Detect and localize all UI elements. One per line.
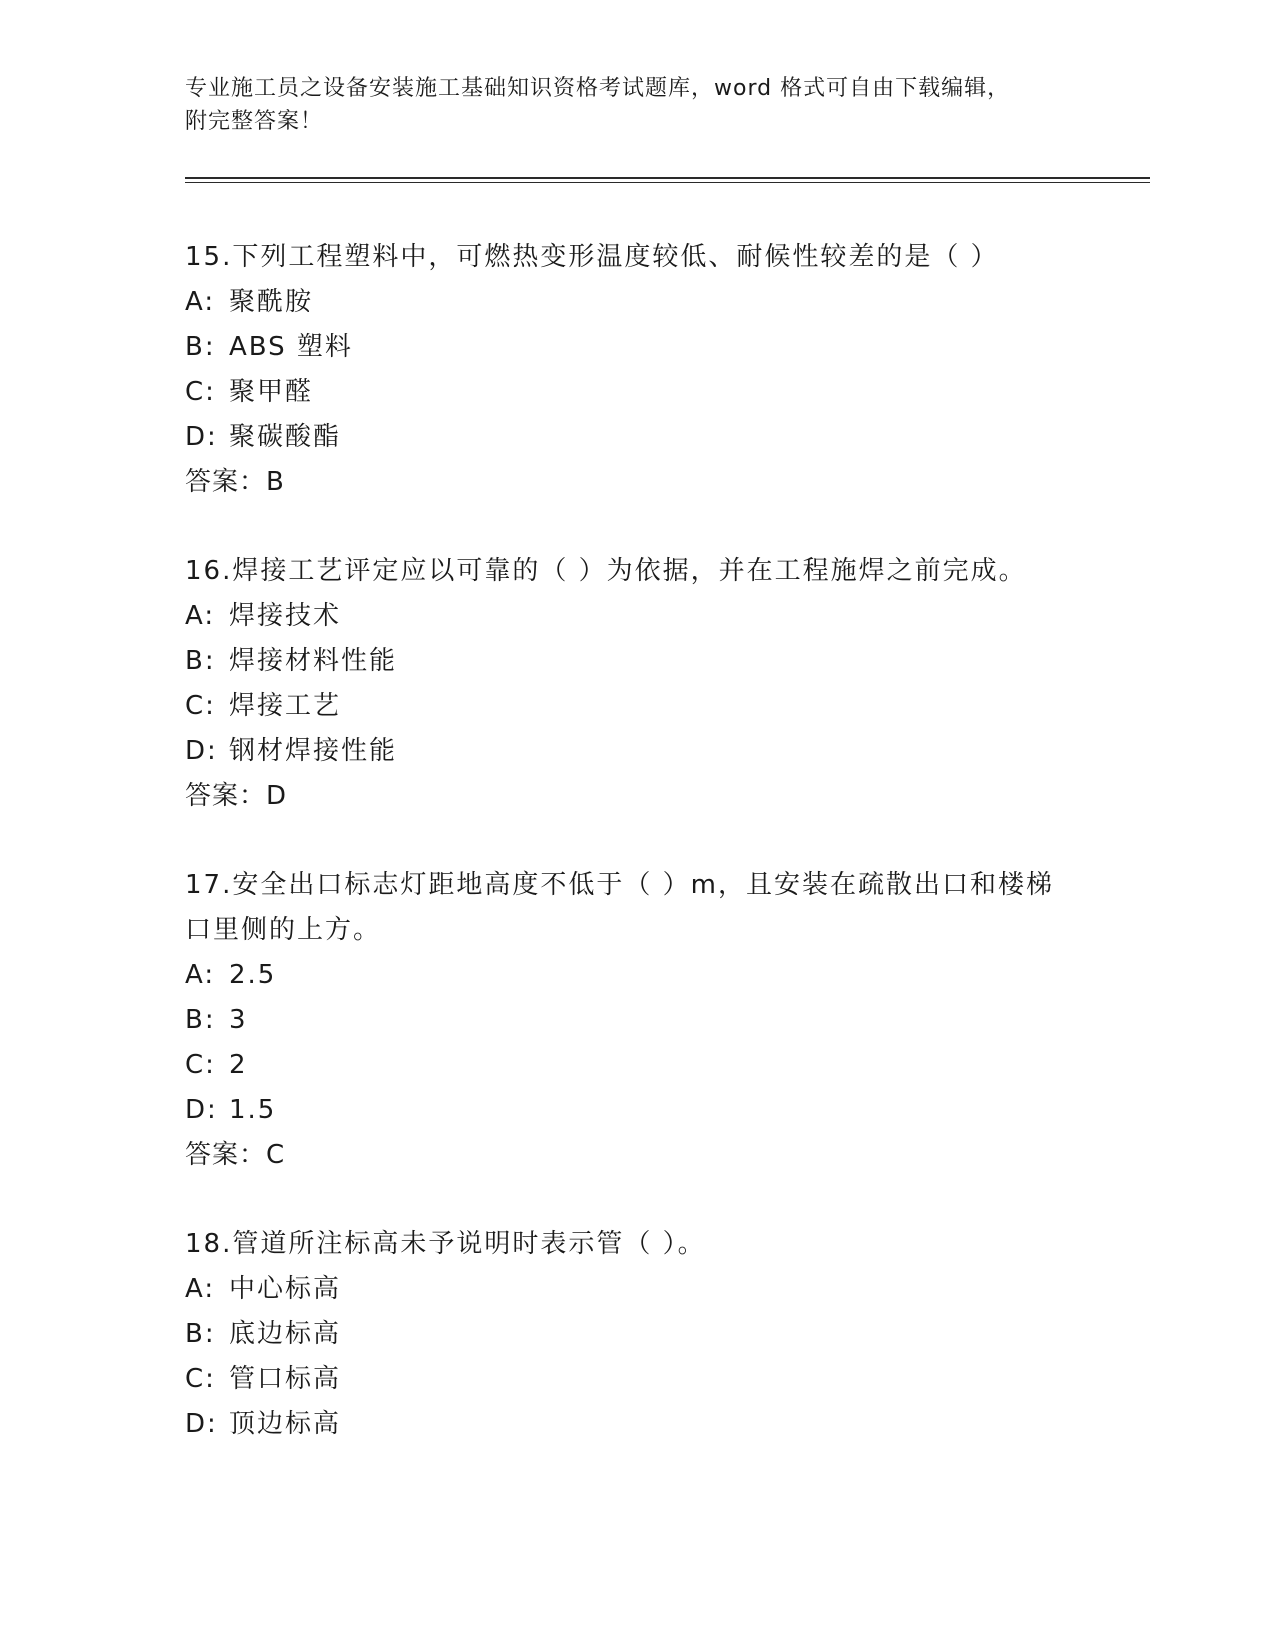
option-key: D:: [185, 736, 218, 766]
stem-line: 15.下列工程塑料中，可燃热变形温度较低、耐候性较差的是（ ）: [185, 242, 999, 272]
question-15: [185, 235, 1085, 505]
option-c: [185, 684, 1085, 729]
document-header: [185, 72, 1085, 138]
option-a: [185, 280, 1085, 325]
answer-line: 答案：B: [185, 467, 285, 497]
option-key: D:: [185, 1095, 218, 1125]
option-key: C:: [185, 691, 216, 721]
option-text: 2.5: [229, 960, 277, 990]
option-key: D:: [185, 1409, 218, 1439]
question-17: [185, 863, 1085, 1178]
stem-line: 口里侧的上方。: [185, 915, 382, 945]
option-text: 顶边标高: [229, 1409, 342, 1439]
option-key: A:: [185, 1274, 216, 1304]
option-text: 中心标高: [229, 1274, 342, 1304]
option-a: [185, 953, 1085, 998]
option-text: 焊接工艺: [229, 691, 342, 721]
option-key: B:: [185, 646, 216, 676]
option-key: D:: [185, 422, 218, 452]
answer-line: 答案：C: [185, 1140, 286, 1170]
stem-line: 18.管道所注标高未予说明时表示管（ ）。: [185, 1229, 706, 1259]
option-a: [185, 594, 1085, 639]
option-d: [185, 729, 1085, 774]
question-stem: [185, 549, 1085, 594]
option-text: 焊接材料性能: [229, 646, 398, 676]
option-text: 聚酰胺: [229, 287, 314, 317]
option-text: 1.5: [229, 1095, 277, 1125]
question-stem: [185, 1222, 1085, 1267]
option-text: ABS 塑料: [229, 332, 353, 362]
option-text: 钢材焊接性能: [229, 736, 398, 766]
option-a: [185, 1267, 1085, 1312]
option-key: A:: [185, 960, 216, 990]
option-text: 底边标高: [229, 1319, 342, 1349]
question-stem: [185, 235, 1085, 280]
option-d: [185, 1402, 1085, 1447]
option-key: C:: [185, 1364, 216, 1394]
option-key: C:: [185, 1050, 216, 1080]
stem-line: 17.安全出口标志灯距地高度不低于（ ）m，且安装在疏散出口和楼梯: [185, 870, 1054, 900]
question-18: [185, 1222, 1085, 1447]
stem-line: 16.焊接工艺评定应以可靠的（ ）为依据，并在工程施焊之前完成。: [185, 556, 1027, 586]
header-line-1: 专业施工员之设备安装施工基础知识资格考试题库，word 格式可自由下载编辑，: [185, 76, 1011, 101]
question-16: [185, 549, 1085, 819]
header-line-2: 附完整答案！: [185, 109, 324, 134]
option-text: 3: [229, 1005, 248, 1035]
option-key: B:: [185, 1319, 216, 1349]
option-text: 聚碳酸酯: [229, 422, 342, 452]
question-stem: [185, 863, 1085, 953]
option-text: 2: [229, 1050, 248, 1080]
header-divider-thick: [185, 177, 1150, 179]
option-key: A:: [185, 601, 216, 631]
option-b: [185, 998, 1085, 1043]
question-list: [185, 235, 1085, 1491]
option-key: B:: [185, 1005, 216, 1035]
option-d: [185, 1088, 1085, 1133]
option-text: 焊接技术: [229, 601, 342, 631]
option-key: B:: [185, 332, 216, 362]
option-text: 聚甲醛: [229, 377, 314, 407]
option-c: [185, 1043, 1085, 1088]
option-b: [185, 1312, 1085, 1357]
option-d: [185, 415, 1085, 460]
option-key: A:: [185, 287, 216, 317]
option-b: [185, 639, 1085, 684]
option-key: C:: [185, 377, 216, 407]
option-c: [185, 1357, 1085, 1402]
option-c: [185, 370, 1085, 415]
option-b: [185, 325, 1085, 370]
answer-line: 答案：D: [185, 781, 288, 811]
option-text: 管口标高: [229, 1364, 342, 1394]
header-divider-thin: [185, 182, 1150, 183]
